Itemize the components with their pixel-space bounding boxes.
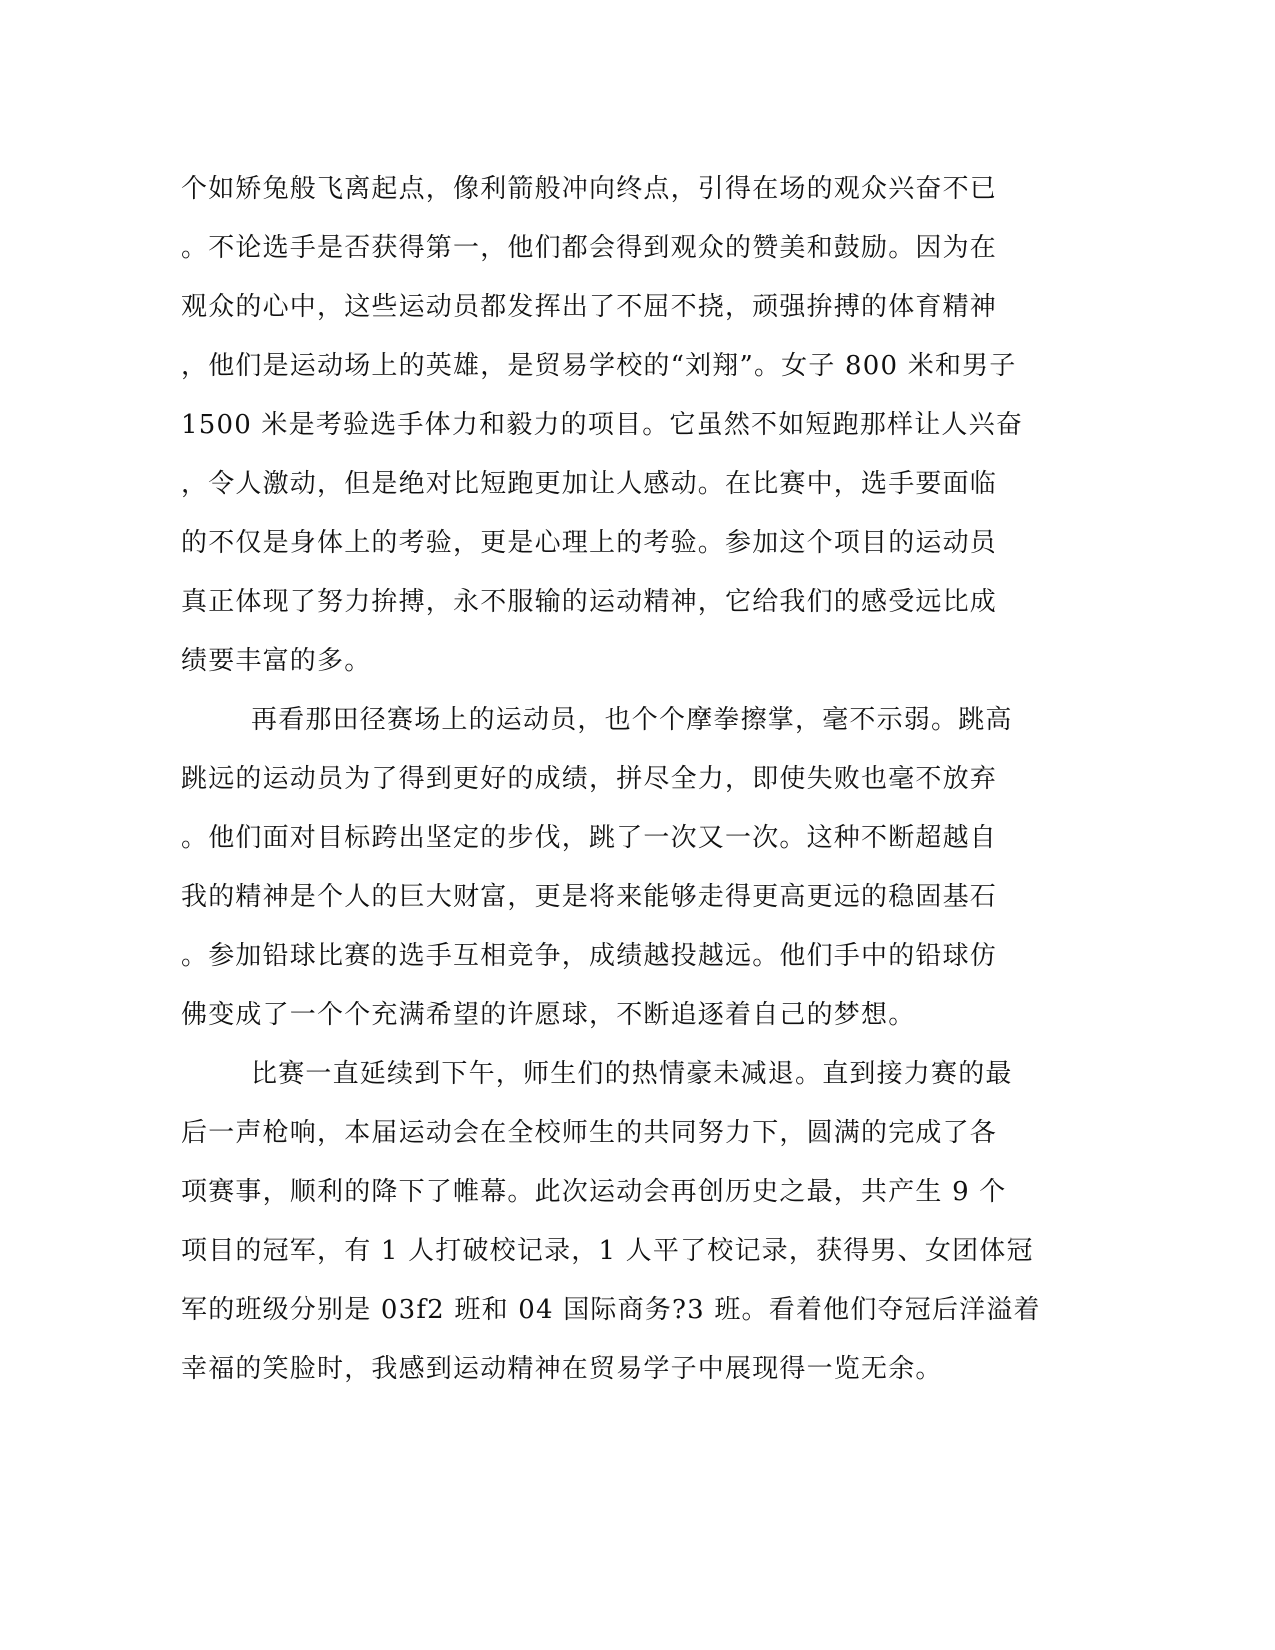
text-line: 跳远的运动员为了得到更好的成绩，拼尽全力，即使失败也毫不放弃: [181, 764, 998, 794]
text-line: ，令人激动，但是绝对比短跑更加让人感动。在比赛中，选手要面临: [181, 469, 998, 499]
text-line: 个如矫兔般飞离起点，像利箭般冲向终点，引得在场的观众兴奋不已: [181, 174, 998, 204]
text-line: ，他们是运动场上的英雄，是贸易学校的“刘翔”。女子 800 米和男子: [181, 351, 1017, 381]
text-line: 后一声枪响，本届运动会在全校师生的共同努力下，圆满的完成了各: [181, 1118, 998, 1148]
text-line: 项目的冠军，有 1 人打破校记录，1 人平了校记录，获得男、女团体冠: [181, 1236, 1034, 1266]
text-line: 绩要丰富的多。: [181, 646, 372, 676]
paragraph-start-line: 再看那田径赛场上的运动员，也个个摩拳擦掌，毫不示弱。跳高: [251, 705, 1013, 735]
text-line: 观众的心中，这些运动员都发挥出了不屈不挠，顽强拚搏的体育精神: [181, 292, 998, 322]
text-line: 。不论选手是否获得第一，他们都会得到观众的赞美和鼓励。因为在: [181, 233, 998, 263]
paragraph-start-line: 比赛一直延续到下午，师生们的热情豪未减退。直到接力赛的最: [251, 1059, 1013, 1089]
text-line: 佛变成了一个个充满希望的许愿球，不断追逐着自己的梦想。: [181, 1000, 916, 1030]
text-line: 1500 米是考验选手体力和毅力的项目。它虽然不如短跑那样让人兴奋: [181, 410, 1024, 440]
text-line: 。参加铅球比赛的选手互相竞争，成绩越投越远。他们手中的铅球仿: [181, 941, 998, 971]
text-line: 的不仅是身体上的考验，更是心理上的考验。参加这个项目的运动员: [181, 528, 998, 558]
text-line: 真正体现了努力拚搏，永不服输的运动精神，它给我们的感受远比成: [181, 587, 998, 617]
text-line: 幸福的笑脸时，我感到运动精神在贸易学子中展现得一览无余。: [181, 1354, 943, 1384]
body-text: [181, 160, 1041, 1399]
text-line: 我的精神是个人的巨大财富，更是将来能够走得更高更远的稳固基石: [181, 882, 998, 912]
text-line: 军的班级分别是 03f2 班和 04 国际商务?3 班。看着他们夺冠后洋溢着: [181, 1295, 1041, 1325]
text-line: 项赛事，顺利的降下了帷幕。此次运动会再创历史之最，共产生 9 个: [181, 1177, 1007, 1207]
text-line: 。他们面对目标跨出坚定的步伐，跳了一次又一次。这种不断超越自: [181, 823, 998, 853]
